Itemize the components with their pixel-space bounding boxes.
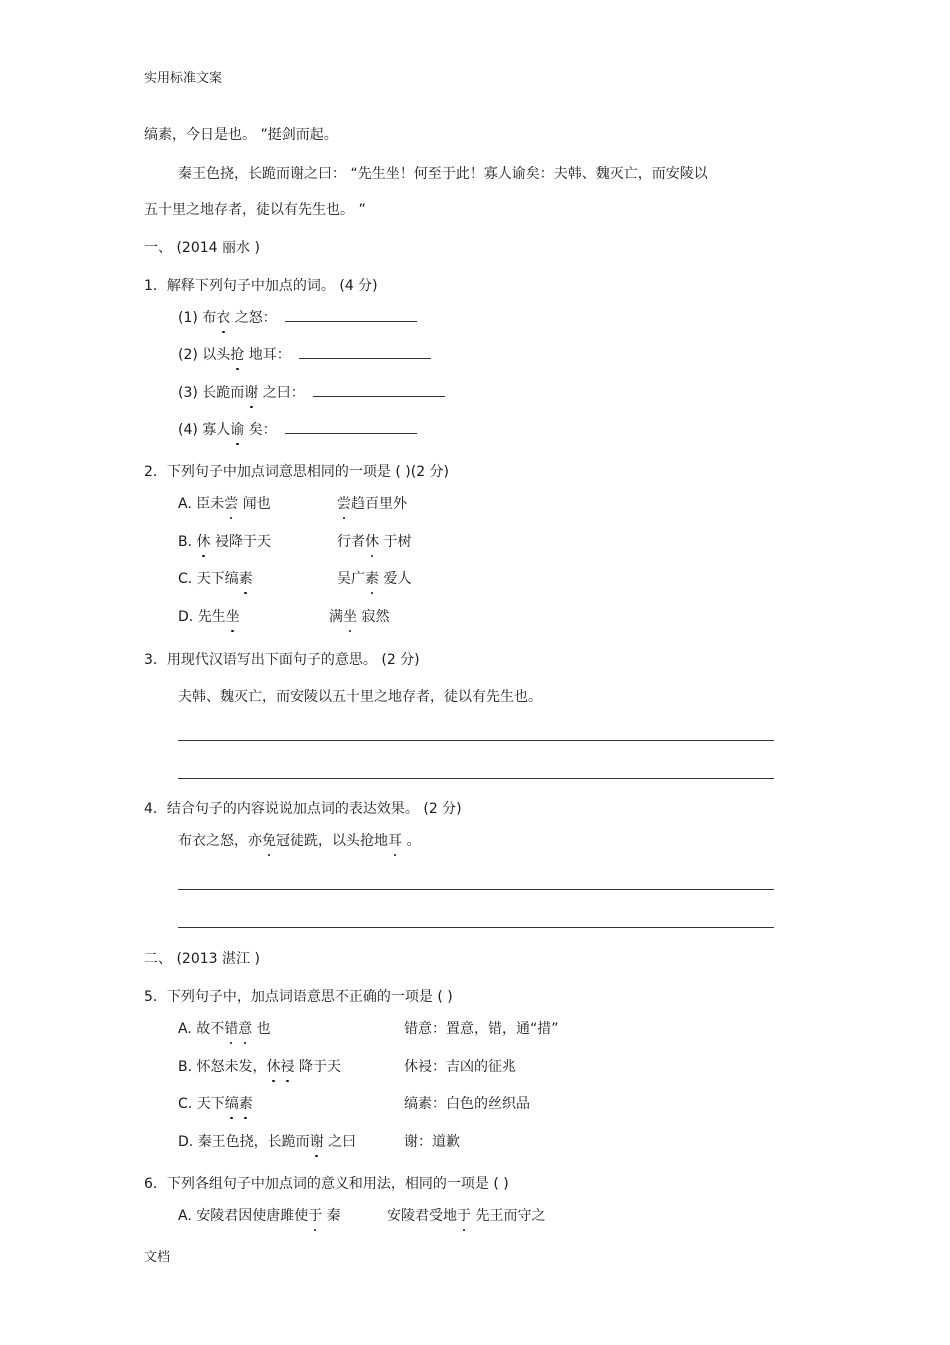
text-span: 吴广	[337, 571, 365, 587]
emphasis-dot-char: 尝	[337, 496, 351, 512]
emphasis-dot-char: 于	[308, 1208, 323, 1224]
text-span: 也	[252, 1021, 271, 1037]
text-span: 满	[329, 609, 343, 625]
emphasis-dot-char: 错	[224, 1021, 239, 1037]
text-span: 矣：	[244, 422, 277, 438]
text-span: C.	[178, 571, 193, 587]
text-span: 怀怒未发，	[196, 1059, 267, 1075]
text-span: 天下缟	[196, 571, 239, 587]
q2-option-a[interactable]	[178, 495, 271, 513]
emphasis-dot-char: 耳	[388, 833, 402, 849]
emphasis-dot-char: 缟	[224, 1096, 239, 1112]
text-span: 秦	[322, 1208, 341, 1224]
text-span: A.	[178, 496, 192, 512]
q2-option-a-right	[337, 495, 407, 513]
q6-option-a-right	[387, 1207, 545, 1225]
text-span: 故不	[196, 1021, 225, 1037]
q2-option-b-right	[337, 533, 411, 551]
question-3-stem: 3．用现代汉语写出下面句子的意思。 (2 分)	[144, 652, 420, 668]
text-span: 爱人	[379, 571, 412, 587]
text-span: 安陵君因使唐雎使	[196, 1208, 309, 1224]
emphasis-dot-char: 素	[365, 571, 379, 587]
q4-sentence	[178, 832, 420, 850]
passage-line-2: 秦王色挠，长跪而谢之曰： “先生坐！何至于此！寡人谕矣：夫韩、魏灭亡，而安陵以	[178, 166, 708, 182]
text-span: 地耳：	[244, 347, 291, 363]
q2-option-c[interactable]	[178, 570, 253, 588]
page-header: 实用标准文案	[144, 71, 223, 86]
text-span: 布衣之怒，亦	[178, 833, 262, 849]
q2-option-b[interactable]	[178, 533, 271, 551]
q4-answer-line-2[interactable]	[178, 927, 774, 928]
text-span: 之怒：	[230, 310, 277, 326]
emphasis-dot-char: 坐	[225, 609, 240, 625]
emphasis-dot-char: 尝	[224, 496, 239, 512]
q5-option-c-explanation: 缟素：白色的丝织品	[404, 1096, 530, 1112]
text-span: 安陵君受地	[387, 1208, 457, 1224]
emphasis-dot-char: 意	[238, 1021, 253, 1037]
emphasis-dot-char: 谢	[244, 385, 259, 401]
text-span: C.	[178, 1096, 193, 1112]
q2-option-d[interactable]	[178, 608, 240, 626]
answer-blank[interactable]	[313, 384, 445, 397]
text-span: (1)	[178, 310, 203, 326]
passage-line-1: 缟素，今日是也。 ”挺剑而起。	[144, 127, 338, 143]
question-4-stem: 4．结合句子的内容说说加点词的表达效果。 (2 分)	[144, 801, 462, 817]
emphasis-dot-char: 谢	[309, 1134, 324, 1150]
q5-option-d[interactable]	[178, 1133, 356, 1151]
emphasis-dot-char: 休	[196, 534, 211, 550]
q1-item-4	[178, 421, 417, 439]
q5-option-c[interactable]	[178, 1095, 253, 1113]
question-2-stem: 2．下列句子中加点词意思相同的一项是 ( )(2 分)	[144, 464, 450, 480]
q5-option-d-explanation: 谢：道歉	[404, 1134, 460, 1150]
q5-option-b[interactable]	[178, 1058, 341, 1076]
text-span: 之曰	[323, 1134, 357, 1150]
answer-blank[interactable]	[285, 309, 417, 322]
section-2-title: 二、 (2013 湛江 )	[144, 951, 260, 967]
emphasis-dot-char: 休	[365, 534, 379, 550]
answer-blank[interactable]	[299, 346, 431, 359]
text-span: 臣未	[196, 496, 225, 512]
page-footer: 文档	[144, 1250, 171, 1265]
text-span: (4)	[178, 422, 203, 438]
section-1-title: 一、 (2014 丽水 )	[144, 240, 260, 256]
emphasis-dot-char: 坐	[343, 609, 357, 625]
emphasis-dot-char: 素	[238, 1096, 253, 1112]
q3-answer-line-1[interactable]	[178, 740, 774, 741]
text-span: 长跪而	[202, 385, 245, 401]
q5-option-a-explanation: 错意：置意，错，通“措”	[404, 1021, 559, 1037]
text-span: 秦王色挠，长跪而	[197, 1134, 310, 1150]
text-span: 天下	[196, 1096, 225, 1112]
text-span: 于树	[379, 534, 412, 550]
q1-item-2	[178, 346, 431, 364]
text-span: 。	[402, 833, 421, 849]
text-span: (2)	[178, 347, 203, 363]
emphasis-dot-char: 素	[238, 571, 253, 587]
emphasis-dot-char: 于	[457, 1208, 471, 1224]
q5-option-a[interactable]	[178, 1020, 271, 1038]
text-span: 祲降于天	[210, 534, 271, 550]
text-span: 布	[202, 310, 217, 326]
text-span: (3)	[178, 385, 203, 401]
q2-option-d-right	[329, 608, 389, 626]
text-span: 冠徒跣，以头抢地	[276, 833, 388, 849]
q2-option-c-right	[337, 570, 411, 588]
emphasis-dot-char: 祲	[280, 1059, 295, 1075]
question-6-stem: 6．下列各组句子中加点词的意义和用法，相同的一项是 ( )	[144, 1176, 509, 1192]
q4-answer-line-1[interactable]	[178, 889, 774, 890]
text-span: D.	[178, 1134, 194, 1150]
q5-option-b-explanation: 休祲：吉凶的征兆	[404, 1059, 516, 1075]
text-span: D.	[178, 609, 194, 625]
q3-sentence: 夫韩、魏灭亡，而安陵以五十里之地存者，徒以有先生也。	[178, 689, 542, 705]
text-span: B.	[178, 1059, 193, 1075]
q1-item-3	[178, 384, 445, 402]
text-span: A.	[178, 1208, 192, 1224]
text-span: A.	[178, 1021, 192, 1037]
q6-option-a[interactable]	[178, 1207, 341, 1225]
text-span: 寂然	[357, 609, 390, 625]
emphasis-dot-char: 免	[262, 833, 276, 849]
emphasis-dot-char: 衣	[216, 310, 231, 326]
q3-answer-line-2[interactable]	[178, 778, 774, 779]
text-span: 降于天	[294, 1059, 341, 1075]
answer-blank[interactable]	[285, 421, 417, 434]
passage-line-3: 五十里之地存者，徒以有先生也。 ”	[144, 202, 366, 218]
text-span: 行者	[337, 534, 365, 550]
emphasis-dot-char: 休	[266, 1059, 281, 1075]
q1-item-1	[178, 309, 417, 327]
text-span: 寡人	[202, 422, 231, 438]
emphasis-dot-char: 抢	[230, 347, 245, 363]
question-1-stem: 1．解释下列句子中加点的词。 (4 分)	[144, 278, 378, 294]
text-span: B.	[178, 534, 193, 550]
emphasis-dot-char: 谕	[230, 422, 245, 438]
text-span: 闻也	[238, 496, 271, 512]
text-span: 以头	[202, 347, 231, 363]
question-5-stem: 5．下列句子中，加点词语意思不正确的一项是 ( )	[144, 989, 453, 1005]
text-span: 趋百里外	[351, 496, 407, 512]
text-span: 先王而守之	[471, 1208, 546, 1224]
text-span: 之曰：	[258, 385, 305, 401]
text-span: 先生	[197, 609, 226, 625]
